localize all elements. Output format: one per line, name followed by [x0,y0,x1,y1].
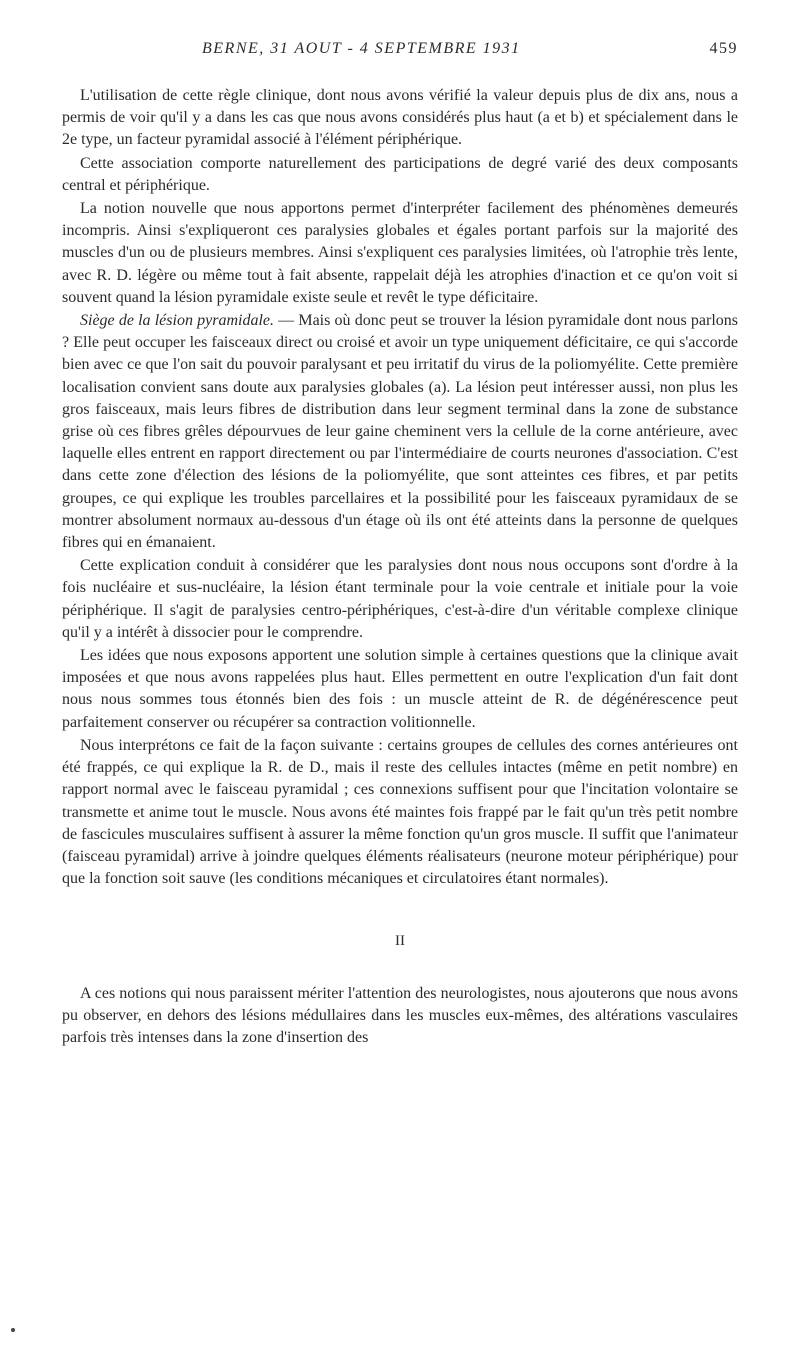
paragraph: A ces notions qui nous paraissent mériter l'attention des neurologistes, nous ajouterons que nous avons pu observer, en dehors des lésions médullaires dans les muscles eux-mêmes, des altérations vasculaires parfois très intenses dans la zone d'insertion des [62,984,738,1046]
paragraph: La notion nouvelle que nous apportons permet d'interpréter facilement des phénomènes demeurés incompris. Ainsi s'expliqueront ces paralysies globales et égales portant parfois sur la majorité des muscles d'un ou de plusieurs membres. Ainsi s'expliquent ces paralysies limitées, où l'atrophie très lente, avec R. D. légère ou même tout à fait absente, rappelait déjà les atrophies d'inaction et ce qu'on voit si souvent quand la lésion pyramidale existe seule et revêt le type déficitaire. [62,200,738,306]
page-header [62,40,738,64]
running-title: BERNE, 31 AOUT - 4 SEPTEMBRE 1931 [202,40,521,57]
section-heading: II [395,933,405,950]
paragraph: Les idées que nous exposons apportent une solution simple à certaines questions que la clinique avait imposées et que nous avons rappelées plus haut. Elles permettent en outre l'explication d'un fait dont nous nous sommes tous étonnés bien des fois : un muscle atteint de R. de dégénérescence peut parfaitement conserver ou récupérer sa contraction volitionnelle. [62,647,738,731]
paragraph: L'utilisation de cette règle clinique, dont nous avons vérifié la valeur depuis plus de dix ans, nous a permis de voir qu'il y a dans les cas que nous avons considérés plus haut (a et b) et spécialement dans le 2e type, un facteur pyramidal associé à l'élément périphérique. [62,87,738,149]
margin-mark [11,1328,15,1332]
paragraph: Cette association comporte naturellement des participations de degré varié des deux composants central et périphérique. [62,154,738,194]
paragraph: Cette explication conduit à considérer que les paralysies dont nous nous occupons sont d'ordre à la fois nucléaire et sus-nucléaire, la lésion étant terminale pour la voie centrale et initiale pour la voie périphérique. Il s'agit de paralysies centro-périphériques, c'est-à-dire d'un véritable complexe clinique qu'il y a intérêt à dissocier pour le comprendre. [62,557,738,641]
body-text [62,85,738,1049]
paragraph: Nous interprétons ce fait de la façon suivante : certains groupes de cellules des cornes antérieures ont été frappés, ce qui explique la R. de D., mais il reste des cellules intactes (même en petit nombre) en rapport normal avec le faisceau pyramidal ; ces connexions suffisent pour que l'incitation volontaire se transmette et anime tout le muscle. Nous avons été maintes fois frappé par le fait qu'un très petit nombre de fascicules musculaires suffisent à assurer la même fonction qu'un gros muscle. Il suffit que l'animateur (faisceau pyramidal) arrive à joindre quelques éléments réalisateurs (neurone moteur périphérique) pour que la fonction soit sauve (les conditions mécaniques et circulatoires étant normales). [62,736,738,888]
page-number: 459 [709,40,738,57]
paragraph-lead-heading: Siège de la lésion pyramidale. [80,312,274,330]
paragraph-text: — Mais où donc peut se trouver la lésion pyramidale dont nous parlons ? Elle peut occuper les faisceaux direct ou croisé et avoir un type uniquement déficitaire, ce qui s'accorde bien avec ce que l'on sait du pouvoir paralysant et peu irritatif du virus de la poliomyélite. Cette première localisation convient sans doute aux paralysies globales (a). La lésion peut intéresser aussi, non plus les gros faisceaux, mais leurs fibres de distribution dans leur segment terminal dans la zone de substance grise où ces fibres grêles dépourvues de leur gaine cheminent vers la cellule de la corne antérieure, avec laquelle elles entrent en rapport directement ou par l'intermédiaire de courts neurones d'association. C'est dans cette zone d'élection des lésions de la poliomyélite, que sont atteintes ces fibres, et par petits groupes, ce qui explique les troubles parcellaires et la possibilité pour les faisceaux pyramidaux de se montrer absolument normaux au-dessous d'un étage où ils ont été atteints dans la personne de quelques fibres qui en émanaient. [62,312,738,552]
paragraph [62,310,738,554]
